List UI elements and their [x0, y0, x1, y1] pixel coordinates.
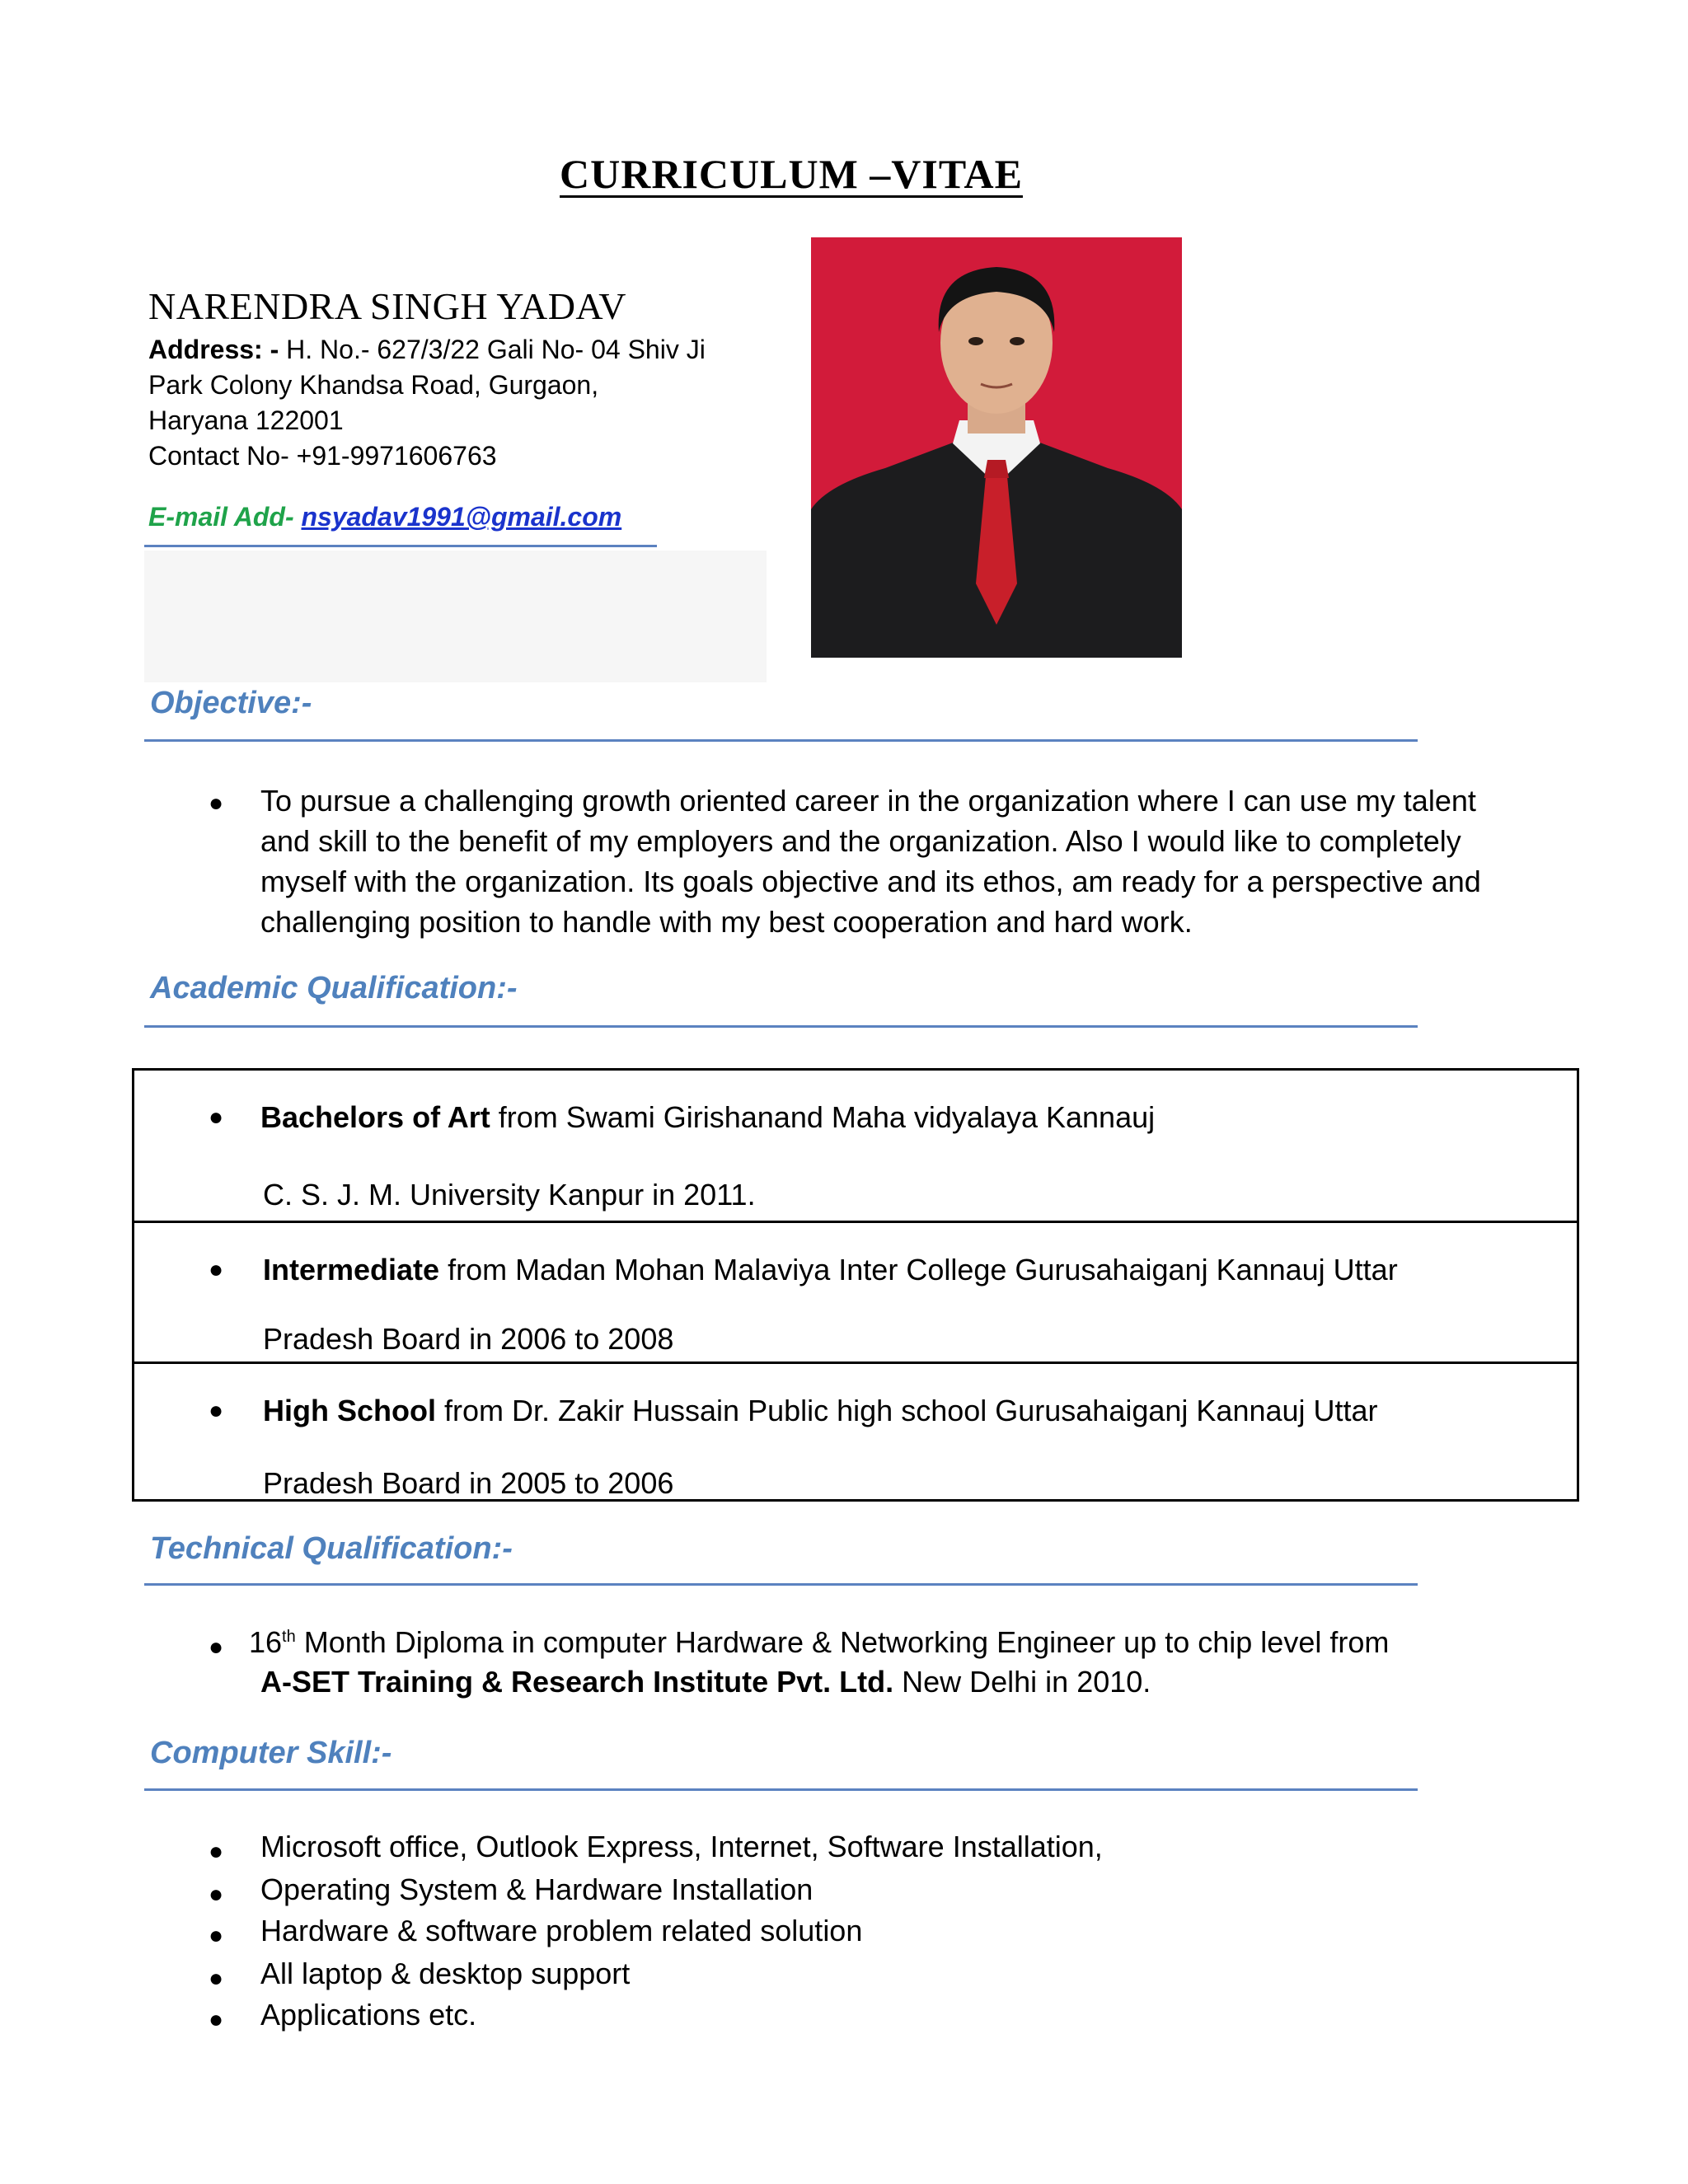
email-link[interactable]: nsyadav1991@gmail.com: [301, 502, 622, 532]
table-row: [134, 1223, 1577, 1361]
email-row: [148, 502, 621, 532]
diploma-detail: Month Diploma in computer Hardware & Networking Engineer up to chip level from: [295, 1625, 1390, 1659]
objective-text: To pursue a challenging growth oriented career in the organization where I can use my talent and skill to the benefit of my employers and the organization. Also I would like to completely myself with the organization. Its goals objective and its ethos, am ready for a perspective and challenging position to handle with my best cooperation and hard work.: [260, 784, 1481, 939]
skill-item: Applications etc.: [260, 1998, 477, 2032]
skill-item: All laptop & desktop support: [260, 1957, 631, 1990]
portrait-figure: [811, 237, 1182, 658]
row-degree: Bachelors of Art: [260, 1100, 490, 1134]
row-line-2: Pradesh Board in 2006 to 2008: [263, 1322, 674, 1356]
table-row: [134, 1071, 1577, 1221]
address-block: [148, 332, 706, 474]
technical-divider: [144, 1583, 1418, 1586]
address-line-2: Park Colony Khandsa Road, Gurgaon,: [148, 370, 599, 400]
bullet-icon: ●: [209, 1397, 224, 1424]
academic-table: [132, 1068, 1579, 1502]
address-label: Address: -: [148, 335, 279, 364]
row-degree: High School: [263, 1394, 436, 1427]
row-line-1: [260, 1100, 1155, 1135]
diploma-months: 16: [249, 1625, 283, 1659]
address-line-3: Haryana 122001: [148, 405, 344, 435]
objective-divider: [144, 739, 1418, 742]
institute-name: A-SET Training & Research Institute Pvt. Ltd.: [260, 1665, 894, 1699]
computer-skill-divider: [144, 1788, 1418, 1791]
objective-heading: Objective:-: [150, 686, 312, 720]
academic-heading: Academic Qualification:-: [150, 971, 518, 1005]
row-degree: Intermediate: [263, 1253, 440, 1286]
technical-line-2: [260, 1665, 1151, 1699]
ordinal-suffix: th: [282, 1628, 296, 1646]
candidate-name: NARENDRA SINGH YADAV: [148, 285, 626, 327]
row-detail: from Swami Girishanand Maha vidyalaya Kannauj: [490, 1100, 1156, 1134]
bullet-icon: ●: [209, 1881, 224, 1908]
bullet-icon: ●: [209, 1633, 224, 1661]
computer-skill-heading: Computer Skill:-: [150, 1736, 392, 1770]
contact-number: Contact No- +91-9971606763: [148, 441, 497, 471]
address-line-1: H. No.- 627/3/22 Gali No- 04 Shiv Ji: [279, 335, 706, 364]
profile-photo: [811, 237, 1182, 658]
row-line-1: [263, 1253, 1398, 1287]
bullet-icon: ●: [209, 1104, 224, 1131]
row-line-2: Pradesh Board in 2005 to 2006: [263, 1466, 674, 1500]
bullet-icon: ●: [209, 1922, 224, 1949]
technical-line-1: [249, 1625, 1389, 1660]
row-detail: from Madan Mohan Malaviya Inter College Gurusahaiganj Kannauj Uttar: [439, 1253, 1398, 1286]
header-shade: [144, 551, 767, 682]
technical-heading: Technical Qualification:-: [150, 1531, 513, 1566]
academic-divider: [144, 1025, 1418, 1028]
row-detail: from Dr. Zakir Hussain Public high school Gurusahaiganj Kannauj Uttar: [436, 1394, 1378, 1427]
table-row: [134, 1364, 1577, 1504]
email-label: E-mail Add-: [148, 502, 294, 532]
skill-item: Hardware & software problem related solution: [260, 1914, 863, 1947]
bullet-icon: ●: [209, 2006, 224, 2033]
institute-detail: New Delhi in 2010.: [893, 1665, 1151, 1699]
bullet-icon: ●: [209, 1965, 224, 1992]
skill-item: Microsoft office, Outlook Express, Internet, Software Installation,: [260, 1830, 1103, 1863]
row-line-2: C. S. J. M. University Kanpur in 2011.: [263, 1178, 756, 1212]
bullet-icon: ●: [209, 790, 224, 817]
row-line-1: [263, 1394, 1378, 1428]
bullet-icon: ●: [209, 1256, 224, 1283]
email-divider: [144, 545, 657, 547]
document-title: CURRICULUM –VITAE: [560, 151, 1023, 197]
skill-item: Operating System & Hardware Installation: [260, 1872, 814, 1906]
bullet-icon: ●: [209, 1838, 224, 1865]
